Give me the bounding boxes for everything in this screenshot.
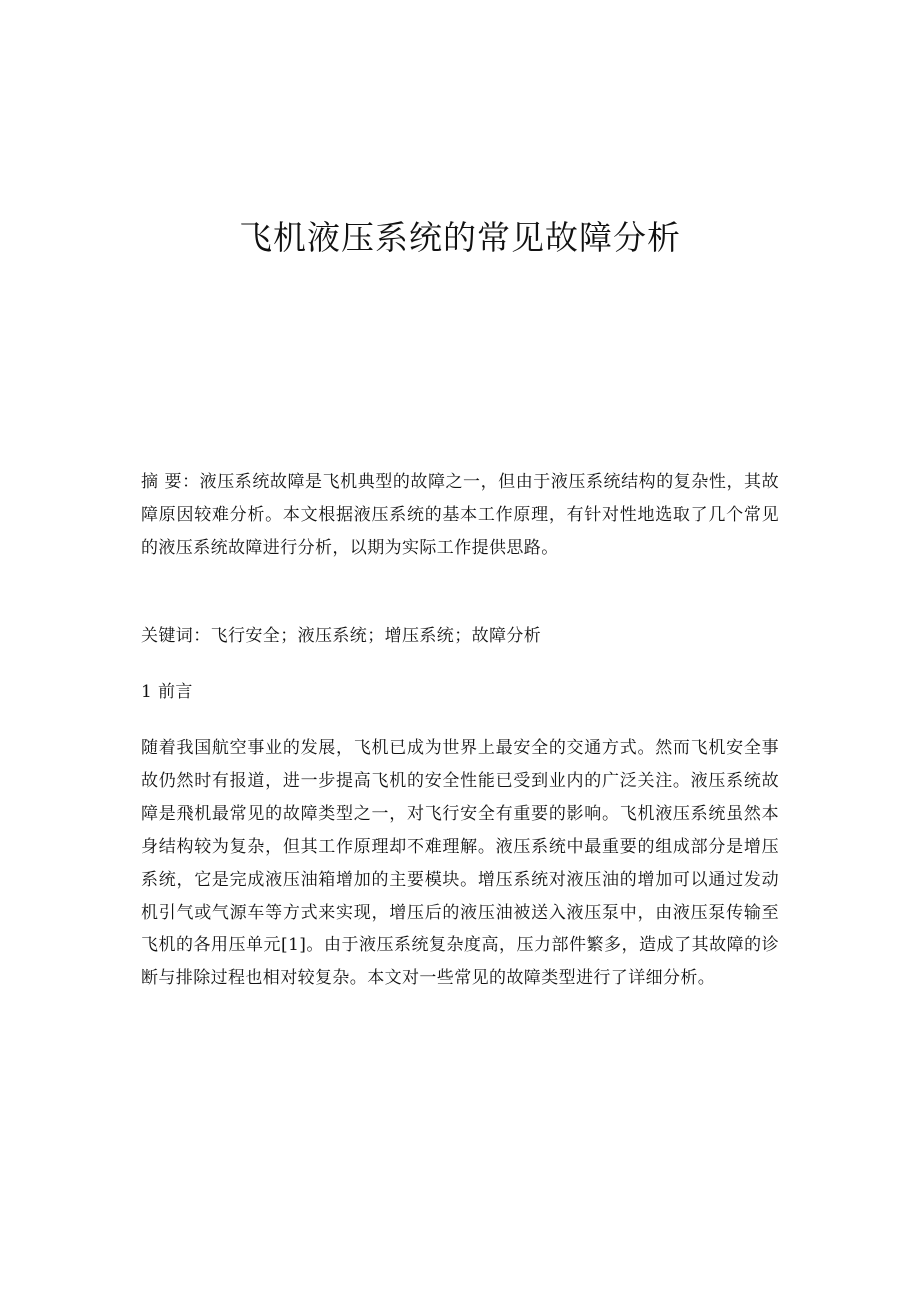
abstract-paragraph: 摘 要：液压系统故障是飞机典型的故障之一，但由于液压系统结构的复杂性，其故障原因较难分析。本文根据液压系统的基本工作原理，有针对性地选取了几个常见的液压系统故障进行分析，以期为实际工作提供思路。 bbox=[141, 472, 779, 558]
keywords-line: 关键词：飞行安全；液压系统；增压系统；故障分析 bbox=[141, 626, 542, 646]
section-heading-introduction: 1 前言 bbox=[141, 682, 193, 702]
introduction-paragraph: 随着我国航空事业的发展，飞机已成为世界上最安全的交通方式。然而飞机安全事故仍然时有报道，进一步提高飞机的安全性能已受到业内的广泛关注。液压系统故障是飛机最常见的故障类型之一，对飞行安全有重要的影响。飞机液压系统虽然本身结构较为复杂，但其工作原理却不难理解。液压系统中最重要的组成部分是增压系统，它是完成液压油箱增加的主要模块。增压系统对液压油的增加可以通过发动机引气或气源车等方式来实现，增压后的液压油被送入液压泵中，由液压泵传输至飞机的各用压单元[1]。由于液压系统复杂度高，压力部件繁多，造成了其故障的诊断与排除过程也相对较复杂。本文对一些常见的故障类型进行了详细分析。 bbox=[141, 738, 779, 989]
document-title: 飞机液压系统的常见故障分析 bbox=[239, 218, 681, 257]
